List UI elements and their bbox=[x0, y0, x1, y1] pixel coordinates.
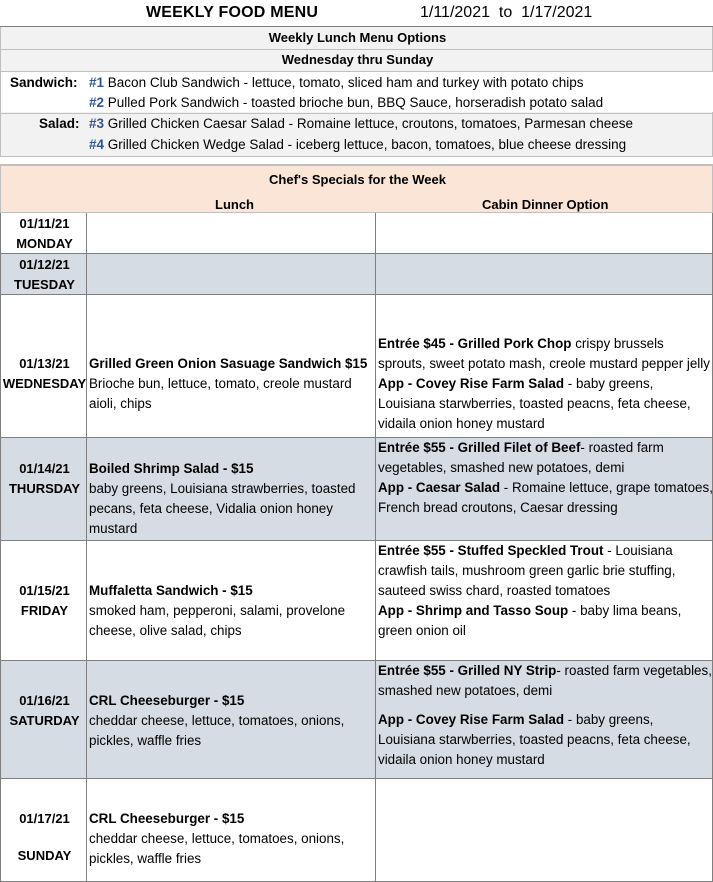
day-row-friday bbox=[0, 541, 713, 661]
entree bbox=[378, 541, 713, 601]
lunch-cell bbox=[87, 779, 376, 881]
date-from: 1/11/2021 bbox=[420, 4, 490, 21]
page-title: WEEKLY FOOD MENU bbox=[146, 4, 319, 21]
row-day: TUESDAY bbox=[14, 277, 75, 292]
row-day: FRIDAY bbox=[20, 603, 69, 618]
dinner-cell bbox=[376, 779, 713, 881]
column-header-dinner: Cabin Dinner Option bbox=[482, 197, 609, 212]
appetizer bbox=[378, 374, 713, 434]
dinner-cell bbox=[376, 438, 713, 540]
lunch-special-desc: Brioche bun, lettuce, tomato, creole mustard aioli, chips bbox=[89, 376, 352, 411]
date-cell bbox=[0, 254, 87, 294]
option-item bbox=[89, 73, 584, 93]
appetizer-desc: - baby greens, Louisiana starwberries, toasted peacns, feta cheese, vidaila onion honey mustard bbox=[378, 376, 691, 431]
entree bbox=[378, 661, 713, 701]
row-date: 01/15/21 bbox=[19, 583, 70, 598]
entree-title: Entrée $55 - Grilled Filet of Beef bbox=[378, 440, 581, 455]
lunch-special-desc: cheddar cheese, lettuce, tomatoes, onions, pickles, waffle fries bbox=[89, 831, 345, 866]
lunch-special-title: Muffaletta Sandwich - $15 bbox=[89, 583, 253, 598]
option-number: #4 bbox=[89, 137, 105, 152]
date-to: 1/17/2021 bbox=[521, 4, 593, 21]
lunch-special-title: CRL Cheeseburger - $15 bbox=[89, 811, 245, 826]
lunch-cell bbox=[87, 254, 376, 294]
day-row-sunday bbox=[0, 779, 713, 882]
option-item bbox=[89, 93, 603, 113]
entree bbox=[378, 438, 713, 478]
day-row-thursday bbox=[0, 438, 713, 541]
lunch-special-desc: smoked ham, pepperoni, salami, provelone cheese, olive salad, chips bbox=[89, 603, 346, 638]
option-number: #2 bbox=[89, 95, 105, 110]
option-text: Pulled Pork Sandwich - toasted brioche bun, BBQ Sauce, horseradish potato salad bbox=[107, 95, 604, 110]
appetizer-desc: - baby lima beans, green onion oil bbox=[378, 603, 682, 638]
column-header-lunch: Lunch bbox=[215, 197, 254, 212]
sandwich-label: Sandwich: bbox=[10, 75, 78, 90]
row-day: SUNDAY bbox=[17, 848, 72, 863]
dinner-cell bbox=[376, 213, 713, 253]
option-text: Bacon Club Sandwich - lettuce, tomato, sliced ham and turkey with potato chips bbox=[107, 75, 584, 90]
option-item bbox=[89, 135, 626, 155]
appetizer-desc: - baby greens, Louisiana starwberries, toasted peacns, feta cheese, vidaila onion honey mustard bbox=[378, 712, 691, 767]
lunch-cell bbox=[87, 541, 376, 660]
appetizer-desc: - Romaine lettuce, grape tomatoes, French bread croutons, Caesar dressing bbox=[378, 480, 713, 515]
lunch-cell bbox=[87, 295, 376, 437]
lunch-cell bbox=[87, 213, 376, 253]
specials-header bbox=[0, 165, 713, 213]
title-row bbox=[0, 0, 713, 27]
dinner-cell bbox=[376, 661, 713, 778]
lunch-options-subheading: Wednesday thru Sunday bbox=[281, 52, 434, 67]
appetizer-title: App - Covey Rise Farm Salad bbox=[378, 712, 565, 727]
date-range bbox=[420, 3, 592, 23]
lunch-special-title: CRL Cheeseburger - $15 bbox=[89, 693, 245, 708]
option-number: #3 bbox=[89, 116, 105, 131]
entree-desc: - Louisiana crawfish tails, mushroom green garlic brie stuffing, sauteed swiss chard, roasted tomatoes bbox=[378, 543, 676, 598]
row-day: THURSDAY bbox=[8, 481, 81, 496]
specials-heading: Chef's Specials for the Week bbox=[269, 172, 446, 187]
option-text: Grilled Chicken Caesar Salad - Romaine lettuce, croutons, tomatoes, Parmesan cheese bbox=[107, 116, 634, 131]
date-separator: to bbox=[498, 4, 513, 21]
appetizer bbox=[378, 478, 713, 518]
entree-desc: - roasted farm vegetables, smashed new potatoes, demi bbox=[378, 440, 664, 475]
entree-desc: - roasted farm vegetables, smashed new potatoes, demi bbox=[378, 663, 712, 698]
date-cell bbox=[0, 213, 87, 253]
row-date: 01/13/21 bbox=[19, 356, 70, 371]
day-row-wednesday bbox=[0, 295, 713, 438]
entree bbox=[378, 334, 713, 374]
entree-title: Entrée $45 - Grilled Pork Chop bbox=[378, 336, 572, 351]
lunch-cell bbox=[87, 438, 376, 540]
date-cell bbox=[0, 779, 87, 881]
appetizer-title: App - Covey Rise Farm Salad bbox=[378, 376, 565, 391]
lunch-special-desc: baby greens, Louisiana strawberries, toasted pecans, feta cheese, Vidalia onion honey mustard bbox=[89, 481, 356, 536]
lunch-options-heading: Weekly Lunch Menu Options bbox=[268, 30, 447, 45]
lunch-options-block bbox=[0, 27, 713, 157]
appetizer bbox=[378, 710, 713, 770]
dinner-cell bbox=[376, 295, 713, 437]
date-cell bbox=[0, 295, 87, 437]
date-cell bbox=[0, 438, 87, 540]
day-row-monday bbox=[0, 213, 713, 254]
row-date: 01/14/21 bbox=[19, 461, 70, 476]
dinner-cell bbox=[376, 254, 713, 294]
option-number: #1 bbox=[89, 75, 105, 90]
date-cell bbox=[0, 661, 87, 778]
row-day: MONDAY bbox=[16, 236, 73, 251]
entree-desc: crispy brussels sprouts, sweet potato mash, creole mustard pepper jelly bbox=[378, 336, 710, 371]
row-date: 01/12/21 bbox=[19, 257, 70, 272]
day-row-saturday bbox=[0, 661, 713, 779]
day-row-tuesday bbox=[0, 254, 713, 295]
row-date: 01/17/21 bbox=[19, 811, 70, 826]
entree-title: Entrée $55 - Grilled NY Strip bbox=[378, 663, 557, 678]
row-date: 01/11/21 bbox=[19, 216, 70, 231]
row-date: 01/16/21 bbox=[19, 693, 70, 708]
date-cell bbox=[0, 541, 87, 660]
row-day: SATURDAY bbox=[9, 713, 80, 728]
dinner-cell bbox=[376, 541, 713, 660]
appetizer bbox=[378, 601, 713, 641]
lunch-special-desc: cheddar cheese, lettuce, tomatoes, onions, pickles, waffle fries bbox=[89, 713, 345, 748]
option-item bbox=[89, 114, 633, 134]
option-text: Grilled Chicken Wedge Salad - iceberg lettuce, bacon, tomatoes, blue cheese dressing bbox=[107, 137, 627, 152]
lunch-cell bbox=[87, 661, 376, 778]
lunch-special-title: Grilled Green Onion Sasuage Sandwich $15 bbox=[89, 356, 368, 371]
appetizer-title: App - Caesar Salad bbox=[378, 480, 501, 495]
row-day: WEDNESDAY bbox=[2, 376, 87, 391]
lunch-special-title: Boiled Shrimp Salad - $15 bbox=[89, 461, 254, 476]
entree-title: Entrée $55 - Stuffed Speckled Trout bbox=[378, 543, 604, 558]
salad-label: Salad: bbox=[39, 116, 80, 131]
appetizer-title: App - Shrimp and Tasso Soup bbox=[378, 603, 569, 618]
